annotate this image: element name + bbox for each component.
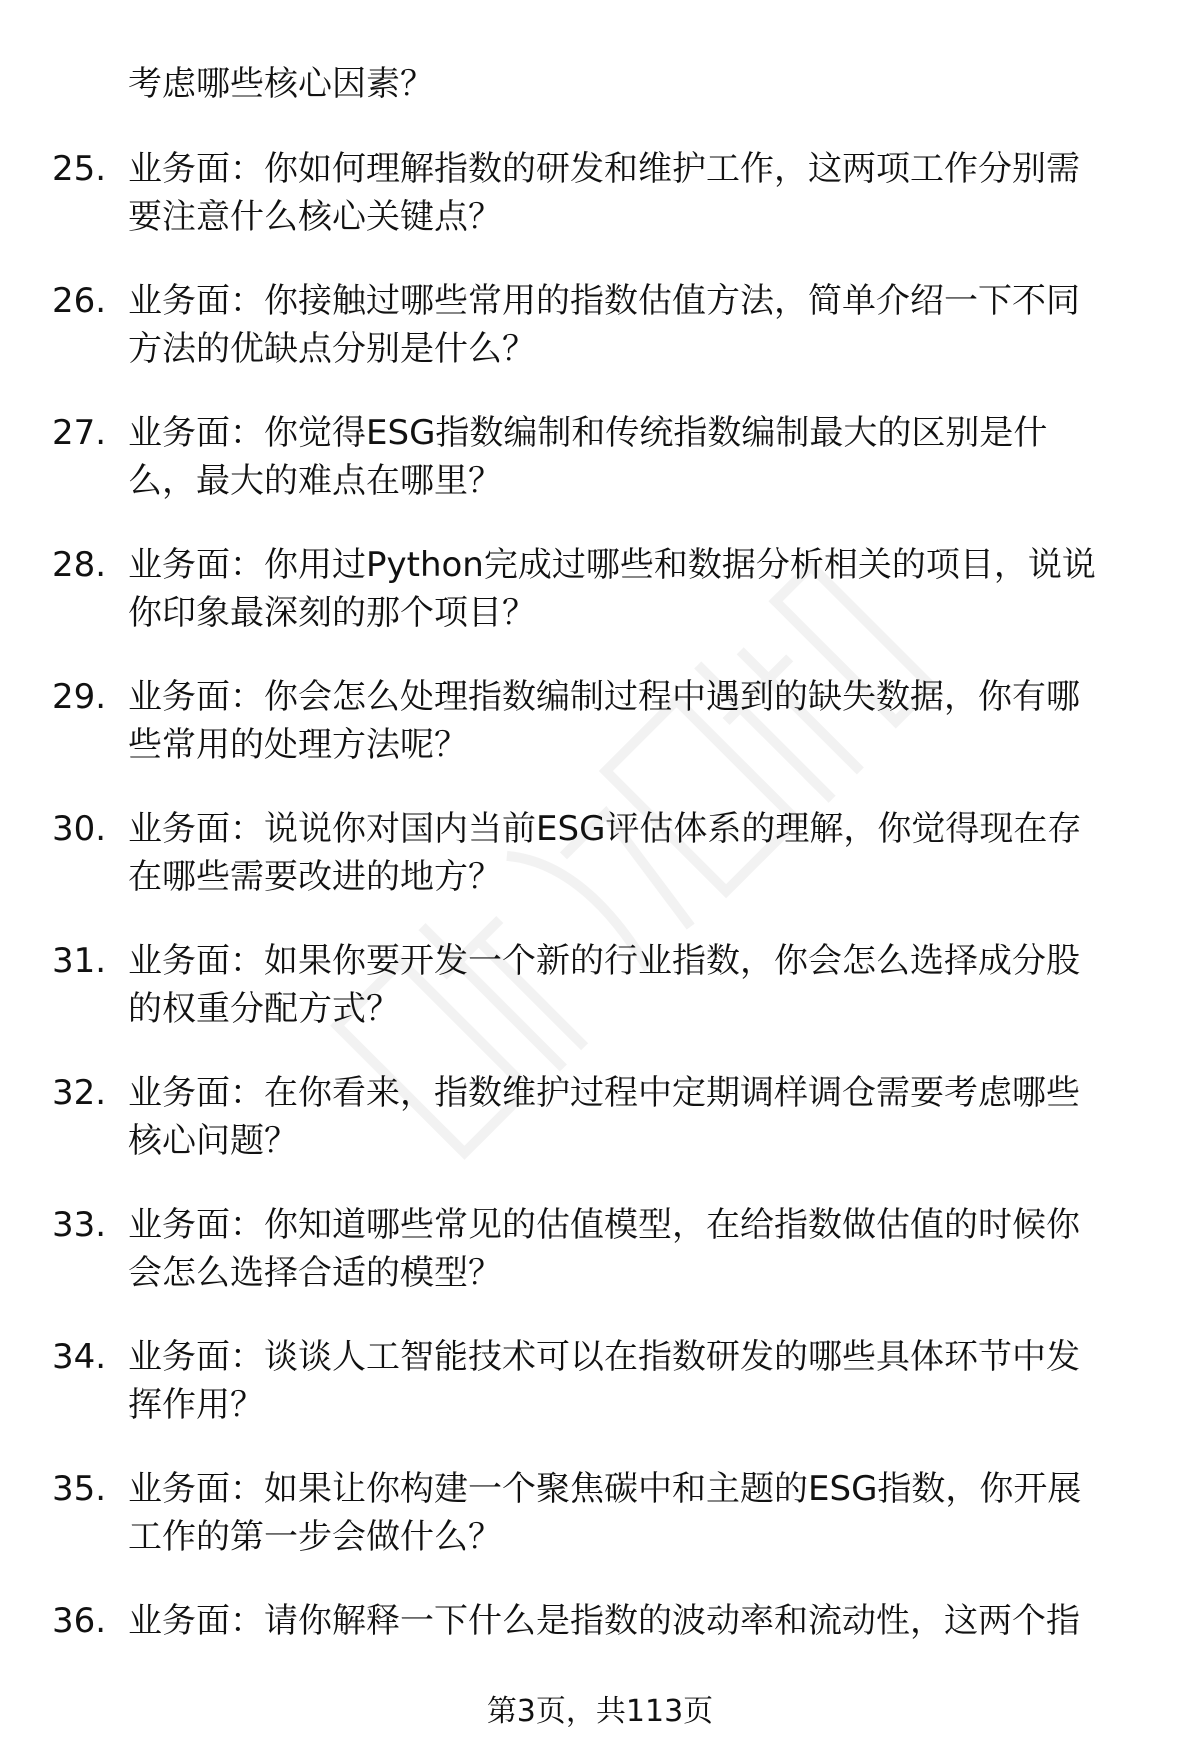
question-text-line-1: 业务面：你知道哪些常见的估值模型，在给指数做估值的时候你 <box>128 1205 1080 1245</box>
question-text-line-2: 在哪些需要改进的地方？ <box>128 857 502 897</box>
list-item <box>0 541 1200 673</box>
question-number: 30. <box>52 809 107 849</box>
list-item <box>0 409 1200 541</box>
question-number: 36. <box>52 1601 107 1641</box>
list-item <box>0 1465 1200 1597</box>
page-footer-page-number: 第3页，共113页 <box>486 1694 714 1729</box>
question-text-line-1: 业务面：你用过Python完成过哪些和数据分析相关的项目，说说 <box>128 545 1096 585</box>
question-number: 32. <box>52 1073 107 1113</box>
list-item <box>0 1201 1200 1333</box>
question-text-line-1: 业务面：你觉得ESG指数编制和传统指数编制最大的区别是什 <box>128 413 1048 453</box>
question-number: 26. <box>52 281 107 321</box>
list-item <box>0 937 1200 1069</box>
question-text-line-2: 方法的优缺点分别是什么？ <box>128 329 536 369</box>
list-item <box>0 805 1200 937</box>
question-number: 31. <box>52 941 107 981</box>
question-text-line-2: 会怎么选择合适的模型？ <box>128 1253 502 1293</box>
question-text-line-1: 业务面：你接触过哪些常用的指数估值方法，简单介绍一下不同 <box>128 281 1080 321</box>
question-text-line-1: 业务面：你如何理解指数的研发和维护工作，这两项工作分别需 <box>128 149 1080 189</box>
list-item <box>0 673 1200 805</box>
question-number: 27. <box>52 413 107 453</box>
question-text-line-2: 你印象最深刻的那个项目？ <box>128 593 536 633</box>
question-text-line-2: 么，最大的难点在哪里？ <box>128 461 502 501</box>
question-text-line-2: 要注意什么核心关键点？ <box>128 197 502 237</box>
question-text-line-1: 业务面：请你解释一下什么是指数的波动率和流动性，这两个指 <box>128 1601 1080 1641</box>
question-text-line-1: 业务面：你会怎么处理指数编制过程中遇到的缺失数据，你有哪 <box>128 677 1080 717</box>
question-text-line-1: 业务面：如果你要开发一个新的行业指数，你会怎么选择成分股 <box>128 941 1080 981</box>
list-item <box>0 1333 1200 1465</box>
question-text-line-1: 业务面：如果让你构建一个聚焦碳中和主题的ESG指数，你开展 <box>128 1469 1082 1509</box>
question-number: 33. <box>52 1205 107 1245</box>
question-number: 34. <box>52 1337 107 1377</box>
question-list <box>0 145 1200 1729</box>
question-number: 29. <box>52 677 107 717</box>
question-text-line-2: 些常用的处理方法呢？ <box>128 725 468 765</box>
question-text-line-2: 工作的第一步会做什么？ <box>128 1517 502 1557</box>
question-text-line-2: 的权重分配方式？ <box>128 989 400 1029</box>
list-item <box>0 1069 1200 1201</box>
list-item <box>0 277 1200 409</box>
question-text-line-2: 核心问题？ <box>128 1121 298 1161</box>
list-item <box>0 145 1200 277</box>
question-text-line-2: 挥作用？ <box>128 1385 264 1425</box>
continued-question-text: 考虑哪些核心因素？ <box>128 64 434 104</box>
question-number: 35. <box>52 1469 107 1509</box>
question-text-line-1: 业务面：谈谈人工智能技术可以在指数研发的哪些具体环节中发 <box>128 1337 1080 1377</box>
question-text-line-1: 业务面：在你看来，指数维护过程中定期调样调仓需要考虑哪些 <box>128 1073 1080 1113</box>
question-text-line-1: 业务面：说说你对国内当前ESG评估体系的理解，你觉得现在存 <box>128 809 1082 849</box>
question-number: 28. <box>52 545 107 585</box>
question-number: 25. <box>52 149 107 189</box>
